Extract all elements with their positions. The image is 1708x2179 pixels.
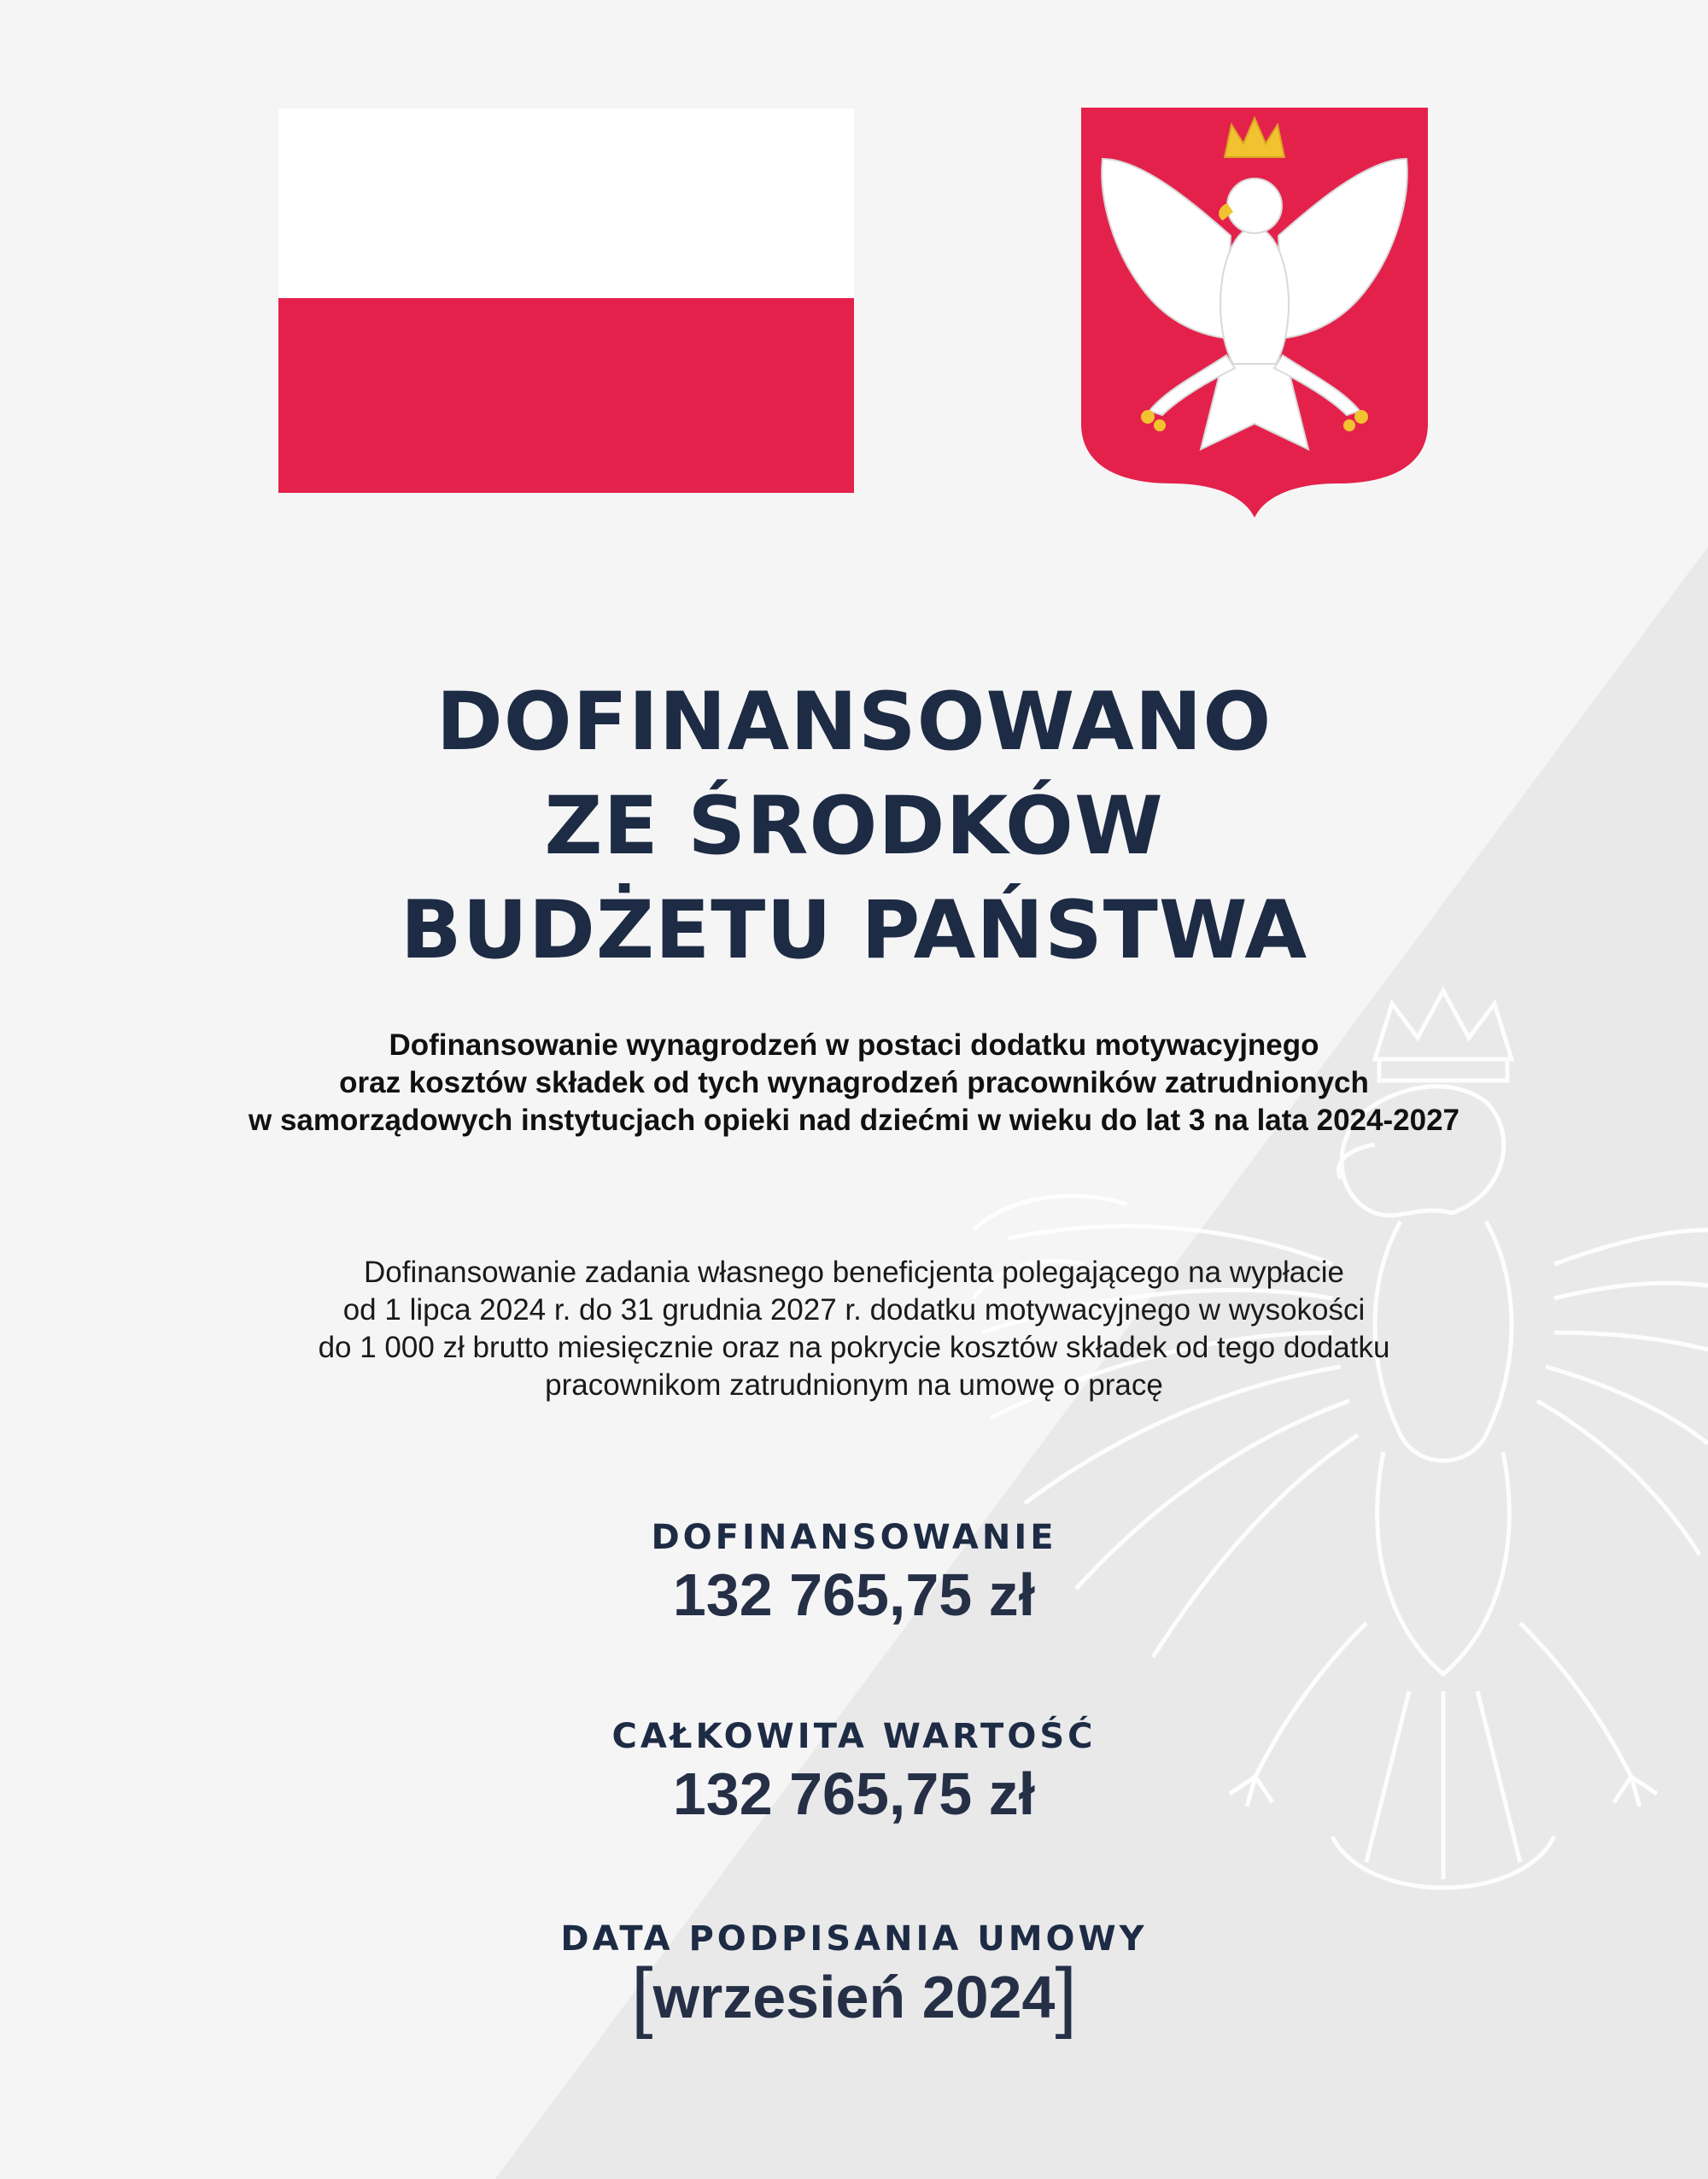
signing-date	[0, 1953, 1708, 2040]
flag-white-stripe	[278, 108, 854, 298]
funding-value: 132 765,75 zł	[672, 1561, 1036, 1628]
signing-label: DATA PODPISANIA UMOWY	[560, 1919, 1148, 1959]
open-bracket: [	[631, 1953, 653, 2040]
signing-date-value: wrzesień 2024	[652, 1964, 1056, 2030]
program-line: Dofinansowanie wynagrodzeń w postaci dodatku motywacyjnego	[389, 1028, 1319, 1062]
total-value: 132 765,75 zł	[672, 1760, 1036, 1827]
description-line: od 1 lipca 2024 r. do 31 grudnia 2027 r. dodatku motywacyjnego w wysokości	[342, 1293, 1366, 1327]
coat-of-arms-eagle-icon	[1081, 108, 1428, 518]
heading-line: DOFINANSOWANO	[436, 676, 1272, 769]
total-label: CAŁKOWITA WARTOŚĆ	[611, 1717, 1097, 1756]
heading-line: ZE ŚRODKÓW	[544, 780, 1164, 873]
program-line: oraz kosztów składek od tych wynagrodzeń pracowników zatrudnionych	[339, 1066, 1369, 1099]
description-line: Dofinansowanie zadania własnego beneficjenta polegającego na wypłacie	[363, 1256, 1345, 1289]
main-heading	[0, 671, 1708, 983]
close-bracket: ]	[1055, 1953, 1077, 2040]
heading-line: BUDŻETU PAŃSTWA	[400, 884, 1308, 977]
description-line: do 1 000 zł brutto miesięcznie oraz na pokrycie kosztów składek od tego dodatku	[318, 1331, 1390, 1364]
task-description	[0, 1254, 1708, 1404]
funding-label: DOFINANSOWANIE	[651, 1518, 1057, 1557]
polish-flag	[278, 108, 854, 493]
description-line: pracownikom zatrudnionym na umowę o pracę	[545, 1368, 1163, 1402]
funding-section	[0, 1516, 1708, 1631]
program-line: w samorządowych instytucjach opieki nad dziećmi w wieku do lat 3 na lata 2024-2027	[249, 1104, 1459, 1137]
total-section	[0, 1715, 1708, 1830]
flag-red-stripe	[278, 298, 854, 493]
signing-section	[0, 1918, 1708, 2040]
program-title	[0, 1027, 1708, 1139]
